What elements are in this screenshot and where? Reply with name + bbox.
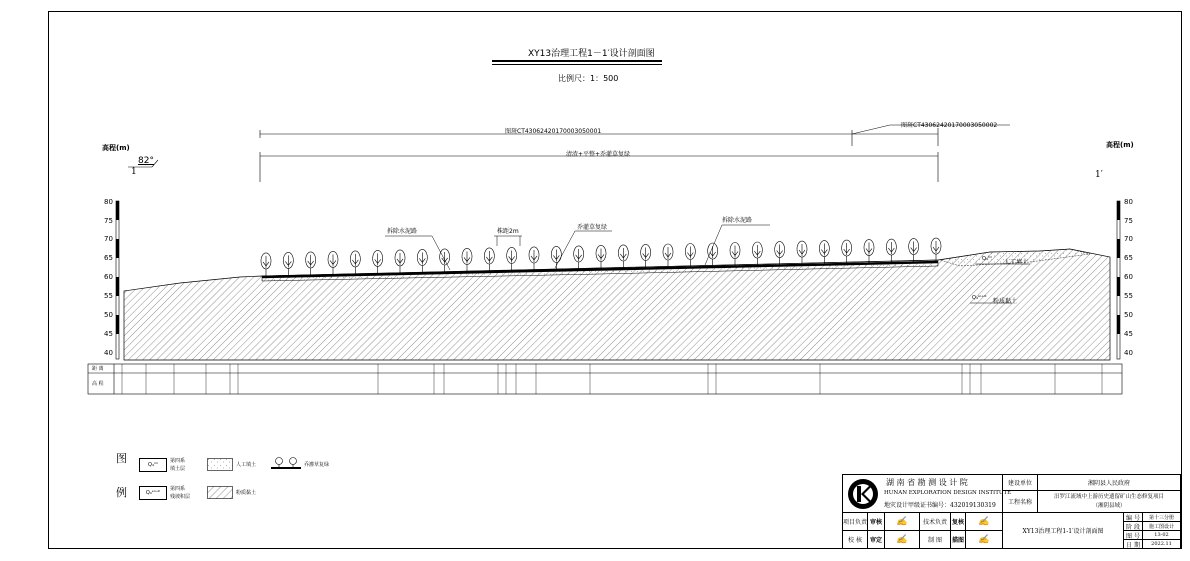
draw-label: 制 图 bbox=[919, 530, 951, 549]
label-remove-road-1: 拆除水泥路 bbox=[387, 228, 418, 235]
info-label-sheet: 图 号 bbox=[1123, 530, 1143, 540]
info-label-number: 编 号 bbox=[1123, 512, 1143, 522]
legend-el-line1: 第四系 bbox=[170, 486, 186, 492]
review-label: 审核 bbox=[867, 512, 885, 531]
row-label-elevation: 高 程 bbox=[92, 381, 104, 387]
build-unit-value: 湘阴县人民政府 bbox=[1037, 474, 1181, 491]
tree-icon bbox=[306, 252, 316, 276]
institute-name-cn: 湖 南 省 勘 测 设 计 院 bbox=[886, 478, 968, 487]
tree-icon bbox=[373, 250, 383, 274]
section-end-label: 1′ bbox=[1095, 170, 1103, 180]
legend-title-2: 例 bbox=[116, 486, 127, 499]
label-code-ml: Q₄ᵐˡ bbox=[982, 256, 992, 262]
segment-left-label: 图斑CT43062420170003050001 bbox=[505, 128, 602, 135]
drawing-title: XY13治理工程1－1′设计剖面图 bbox=[528, 49, 655, 59]
tree-icon bbox=[886, 239, 896, 263]
tree-icon bbox=[931, 238, 941, 262]
tick-50-r: 50 bbox=[1124, 311, 1133, 319]
legend-revegetation-label: 乔灌草复绿 bbox=[304, 462, 330, 468]
segment-dimension-lines bbox=[260, 125, 1010, 182]
bearing-label: 82° bbox=[138, 156, 154, 166]
tick-60-r: 60 bbox=[1124, 273, 1133, 281]
tick-40: 40 bbox=[104, 349, 113, 357]
recheck-signature: ✍ bbox=[965, 512, 1003, 531]
tree-icon bbox=[551, 246, 561, 270]
tree-icon bbox=[328, 251, 338, 275]
review-signature: ✍ bbox=[884, 512, 920, 531]
institute-logo-icon bbox=[846, 477, 880, 511]
tick-65: 65 bbox=[104, 254, 113, 262]
tree-icon bbox=[775, 242, 785, 266]
label-code-el: Q₄ᵉˡ⁺ᵈˡ bbox=[972, 295, 987, 301]
tick-50: 50 bbox=[104, 311, 113, 319]
tree-icon bbox=[797, 241, 807, 265]
project-name-label: 工程名称 bbox=[1002, 490, 1038, 513]
tree-icon bbox=[484, 248, 494, 272]
tree-icon bbox=[529, 247, 539, 271]
project-name-value: 汨罗江流域中上游历史遗留矿山生态修复项目 （湘阴县域） bbox=[1037, 490, 1181, 513]
tech-lead-label: 技术负责 bbox=[919, 512, 951, 531]
tick-75-r: 75 bbox=[1124, 217, 1133, 225]
elevation-label-left: 高程(m) bbox=[102, 144, 130, 152]
tick-75: 75 bbox=[104, 217, 113, 225]
label-remove-road-2: 拆除水泥路 bbox=[722, 217, 753, 224]
legend-ml-line1: 第四系 bbox=[170, 458, 186, 464]
legend-swatch-fill bbox=[207, 458, 233, 471]
tree-icon bbox=[909, 239, 919, 263]
tree-icon bbox=[864, 240, 874, 264]
label-silty-clay: 粉质黏土 bbox=[993, 298, 1018, 305]
profile-table-ticks bbox=[122, 364, 1102, 394]
tree-icon bbox=[417, 249, 427, 273]
tree-icon bbox=[842, 240, 852, 264]
approve-label: 审定 bbox=[867, 530, 885, 549]
tree-icon bbox=[618, 245, 628, 269]
bearing-arrow bbox=[128, 160, 158, 167]
tree-icon bbox=[462, 248, 472, 272]
tick-70-r: 70 bbox=[1124, 235, 1133, 243]
label-revegetation: 乔灌草复绿 bbox=[577, 224, 608, 231]
legend-clay-label: 粉质黏土 bbox=[236, 490, 257, 496]
institute-name-en: HUNAN EXPLORATION DESIGN INSTITUTE bbox=[884, 490, 1012, 496]
info-label-date: 日 期 bbox=[1123, 539, 1143, 549]
tree-icon bbox=[819, 241, 829, 265]
legend-title-1: 图 bbox=[116, 452, 127, 465]
legend-fill-label: 人工填土 bbox=[236, 462, 257, 468]
row-label-distance: 距 离 bbox=[92, 366, 104, 372]
trace-signature: ✍ bbox=[965, 530, 1003, 549]
certificate-number: 地灾设计甲级证书编号：432019130319 bbox=[884, 502, 996, 509]
tree-icon bbox=[663, 244, 673, 268]
legend-ml-line2: 填土层 bbox=[170, 466, 186, 472]
legend-swatch-el: Q₄ᵉˡ⁺ᵈˡ bbox=[139, 486, 167, 500]
check-label: 校 核 bbox=[842, 530, 868, 549]
tree-icon bbox=[574, 246, 584, 270]
tick-60: 60 bbox=[104, 273, 113, 281]
tree-icon bbox=[641, 244, 651, 268]
trace-label: 描图 bbox=[950, 530, 966, 549]
tree-icon bbox=[395, 250, 405, 274]
recheck-label: 复核 bbox=[950, 512, 966, 531]
tree-icon bbox=[507, 247, 517, 271]
drawing-name: XY13治理工程1-1′设计剖面图 bbox=[1002, 512, 1124, 549]
tick-45: 45 bbox=[104, 330, 113, 338]
tick-70: 70 bbox=[104, 235, 113, 243]
build-unit-label: 建设单位 bbox=[1002, 474, 1038, 491]
tick-55: 55 bbox=[104, 292, 113, 300]
tree-icon bbox=[752, 242, 762, 266]
tree-icon bbox=[596, 245, 606, 269]
legend-el-line2: 残坡积层 bbox=[170, 494, 191, 500]
segment-right-label: 图斑CT43062420170003050002 bbox=[901, 122, 998, 129]
elevation-label-right: 高程(m) bbox=[1106, 141, 1134, 149]
info-value-sheet: 13-02 bbox=[1142, 530, 1181, 540]
label-artificial-fill: 人工填土 bbox=[1004, 259, 1029, 266]
tick-40-r: 40 bbox=[1124, 349, 1133, 357]
project-lead-label: 项目负责 bbox=[842, 512, 868, 531]
legend-swatch-clay bbox=[207, 486, 233, 499]
info-value-stage: 施工图设计 bbox=[1142, 521, 1181, 531]
legend-swatch-ml: Q₄ᵐˡ bbox=[139, 458, 167, 472]
tick-45-r: 45 bbox=[1124, 330, 1133, 338]
section-start-label: 1 bbox=[131, 167, 137, 177]
tick-80-r: 80 bbox=[1124, 198, 1133, 206]
tick-65-r: 65 bbox=[1124, 254, 1133, 262]
scale-label: 比例尺：1：500 bbox=[558, 74, 619, 83]
tree-icon bbox=[685, 243, 695, 267]
info-value-number: 第十三分册 bbox=[1142, 512, 1181, 522]
tree-icon bbox=[440, 249, 450, 273]
tree-icon bbox=[261, 253, 271, 277]
tick-80: 80 bbox=[104, 198, 113, 206]
tree-icon bbox=[730, 243, 740, 267]
label-spacing: 株距2m bbox=[497, 228, 519, 235]
tree-icon bbox=[283, 252, 293, 276]
measures-label: 清渣+平整+乔灌草复绿 bbox=[566, 151, 631, 158]
profile-table bbox=[88, 364, 1122, 394]
info-label-stage: 阶 段 bbox=[1123, 521, 1143, 531]
tree-icon bbox=[350, 251, 360, 275]
approve-signature: ✍ bbox=[884, 530, 920, 549]
tick-55-r: 55 bbox=[1124, 292, 1133, 300]
legend-swatch-revegetation bbox=[271, 456, 301, 472]
info-value-date: 2022.11 bbox=[1142, 539, 1181, 549]
